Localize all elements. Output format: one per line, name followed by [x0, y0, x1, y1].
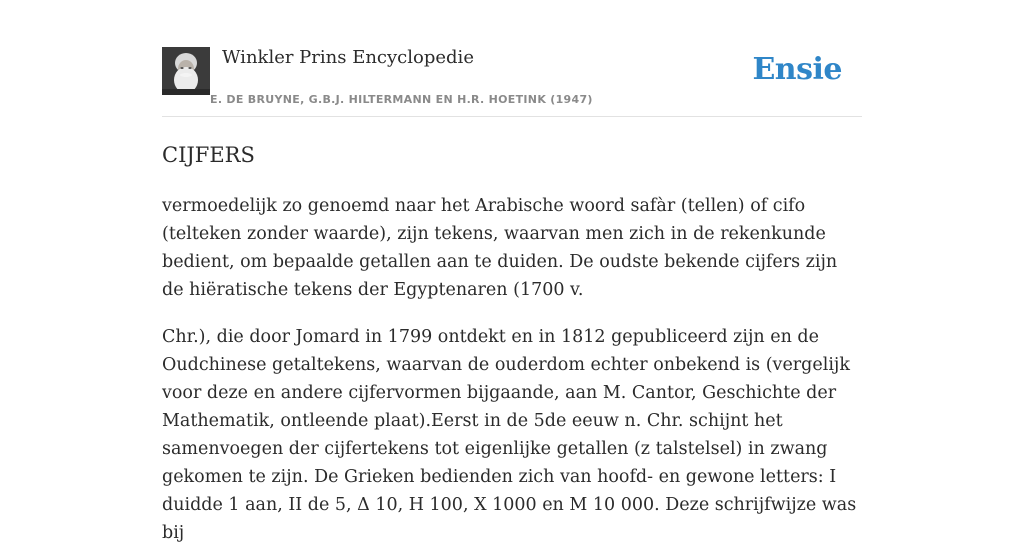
book-title[interactable]: Winkler Prins Encyclopedie	[222, 47, 474, 68]
book-authors: E. DE BRUYNE, G.B.J. HILTERMANN EN H.R. HOETINK (1947)	[210, 93, 593, 106]
article-body	[162, 192, 862, 547]
article-paragraph: Chr.), die door Jomard in 1799 ontdekt en in 1812 gepubliceerd zijn en de Oudchinese getaltekens, waarvan de ouderdom echter onbekend is (vergelijk voor deze en andere cijfervormen bijgaande, aan M. Cantor, Geschichte der Mathematik, ontleende plaat).Eerst in de 5de eeuw n. Chr. schijnt het samenvoegen der cijfertekens tot eigenlijke getallen (z talstelsel) in zwang gekomen te zijn. De Grieken bedienden zich van hoofd- en gewone letters: I duidde 1 aan, II de 5, Δ 10, H 100, X 1000 en M 10 000. Deze schrijfwijze was bij	[162, 327, 857, 543]
article-paragraph: vermoedelijk zo genoemd naar het Arabische woord safàr (tellen) of cifo (telteken zonder waarde), zijn tekens, waarvan men zich in de rekenkunde bedient, om bepaalde getallen aan te duiden. De oudste bekende cijfers zijn de hiëratische tekens der Egyptenaren (1700 v.	[162, 196, 838, 300]
portrait-icon	[162, 47, 210, 95]
author-avatar	[162, 47, 210, 95]
ensie-logo[interactable]: Ensie	[752, 52, 842, 87]
article-title: CIJFERS	[162, 143, 255, 167]
header	[162, 46, 862, 117]
